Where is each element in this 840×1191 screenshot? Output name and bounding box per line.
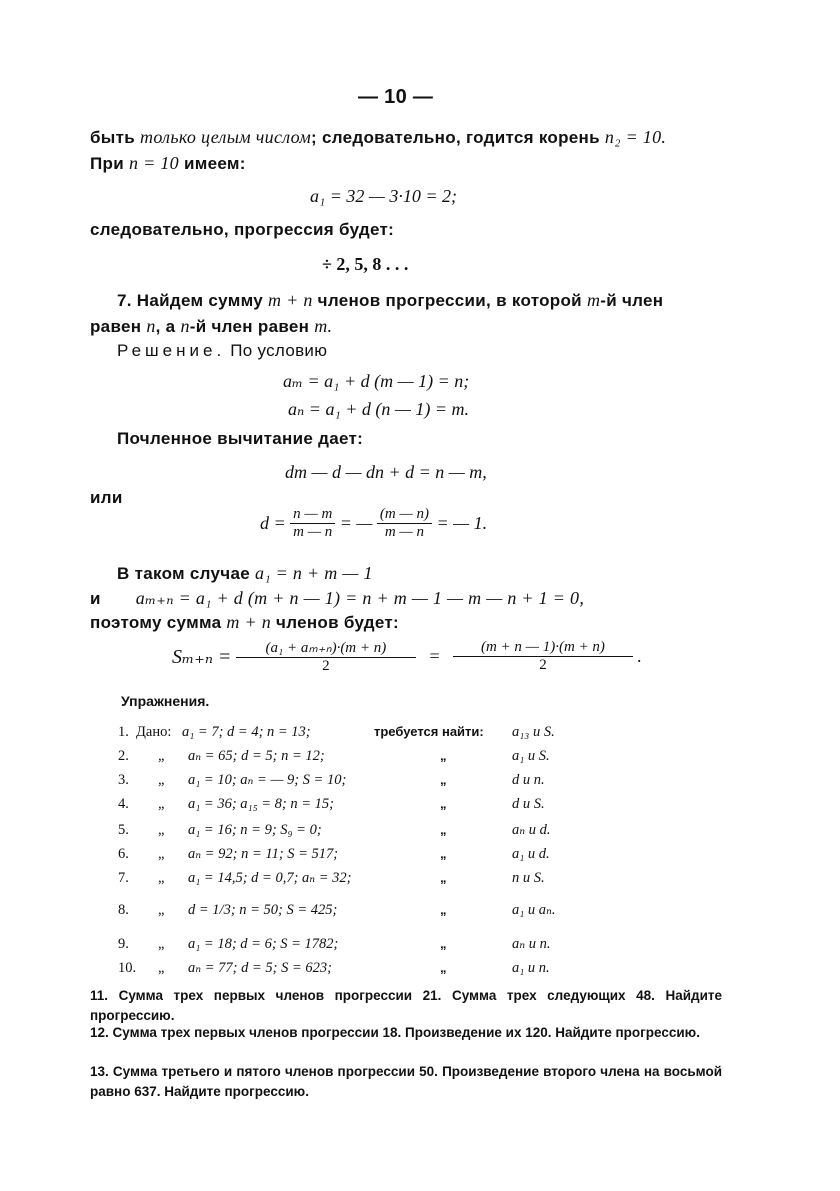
exercise-given: aₙ = 77; d = 5; S = 623; (188, 960, 332, 976)
exercise-requirement: „ (440, 870, 447, 885)
problem-text: равен (90, 317, 147, 336)
problem-formula: m (586, 290, 601, 310)
problem-12: 12. Сумма трех первых членов прогрессии 18. Произведение их 120. Найдите прогрессию. (90, 1025, 700, 1040)
sum-eq: = (428, 646, 441, 666)
fraction-numerator: (m — n) (377, 506, 432, 524)
exercise-number: 6. (118, 846, 129, 862)
therefore-text: членов будет: (271, 613, 399, 632)
problem-text: , а (155, 317, 181, 336)
problem-11: 11. Сумма трех первых членов прогрессии 21. Сумма трех следующих 48. Найдите прогрессию. (90, 988, 722, 1023)
sum-fraction-1 (236, 638, 416, 675)
page-number: — 10 — (358, 86, 434, 108)
equation-4 (260, 506, 487, 541)
problem-number: 7. (117, 291, 132, 310)
exercise-row (118, 748, 718, 770)
and-formula: aₘ₊ₙ = a₁ + d (m + n — 1) = n + m — 1 — m — n + 1 = 0, (135, 588, 585, 608)
problem-formula: n (180, 316, 190, 336)
solution-label: Решение. (117, 341, 226, 360)
exercise-row (118, 936, 718, 958)
intro-italic: только целым числом (140, 127, 312, 147)
problem-formula: m. (314, 316, 333, 336)
exercise-requirement: требуется найти: (374, 724, 484, 739)
fraction-2 (377, 506, 432, 541)
exercise-number: 8. (118, 902, 129, 918)
exercise-prefix: „ (158, 748, 165, 764)
equation-2: aₙ = a₁ + d (n — 1) = m. (288, 399, 469, 419)
exercise-prefix: „ (158, 870, 165, 886)
sum-end: . (637, 646, 642, 666)
exercise-find: a₁ и d. (512, 846, 550, 862)
intro-line-3: следовательно, прогрессия будет: (90, 220, 395, 239)
solution-text: По условию (225, 341, 328, 360)
exercise-given: a₁ = 18; d = 6; S = 1782; (188, 936, 339, 952)
and-line (90, 588, 584, 609)
subtract-text: Почленное вычитание дает: (117, 429, 364, 448)
problem-formula: m + n (268, 290, 313, 310)
exercise-requirement: „ (440, 822, 447, 837)
fraction-numerator: (a₁ + aₘ₊ₙ)·(m + n) (236, 638, 416, 658)
exercise-given: a₁ = 36; a₁₅ = 8; n = 15; (188, 796, 334, 812)
exercise-given: d = 1/3; n = 50; S = 425; (188, 902, 338, 918)
problem-13: 13. Сумма третьего и пятого членов прогрессии 50. Произведение второго члена на восьмой равно 637. Найдите прогрессию. (90, 1064, 722, 1099)
exercise-given: aₙ = 92; n = 11; S = 517; (188, 846, 339, 862)
exercise-row (118, 772, 718, 794)
exercise-number: 5. (118, 822, 129, 838)
problem-text: -й член равен (189, 317, 315, 336)
therefore-line (90, 612, 399, 633)
exercise-given: a₁ = 10; aₙ = — 9; S = 10; (188, 772, 347, 788)
formula-a1: a₁ = 32 — 3·10 = 2; (310, 186, 458, 206)
problem7-line-1 (117, 290, 663, 311)
intro-formula: n₂ = 10. (604, 127, 667, 147)
exercise-prefix: „ (158, 822, 165, 838)
exercise-prefix: „ (158, 846, 165, 862)
exercise-row (118, 822, 718, 844)
exercises-heading: Упражнения. (121, 693, 210, 709)
exercise-row (118, 846, 718, 868)
exercise-row (118, 960, 718, 982)
fraction-denominator: 2 (539, 657, 547, 673)
problem-text: Найдем сумму (131, 291, 268, 310)
exercise-prefix: „ (158, 936, 165, 952)
problem-text: -й член (600, 291, 664, 310)
exercise-number: 3. (118, 772, 129, 788)
therefore-text: поэтому сумма (90, 613, 227, 632)
fraction-numerator: (m + n — 1)·(m + n) (453, 639, 633, 657)
sum-formula (172, 638, 642, 675)
intro-text: быть (90, 128, 141, 147)
sum-lhs: Sₘ₊ₙ = (172, 646, 232, 668)
intro-formula: n = 10 (128, 153, 179, 173)
exercise-given: aₙ = 65; d = 5; n = 12; (188, 748, 325, 764)
intro-text: При (90, 154, 129, 173)
exercise-number: 2. (118, 748, 129, 764)
exercise-given: a₁ = 16; n = 9; S₉ = 0; (188, 822, 322, 838)
intro-line-1 (90, 127, 666, 148)
exercise-prefix: Дано: (136, 724, 172, 740)
case-formula: a₁ = n + m — 1 (255, 563, 373, 583)
case-text: В таком случае (117, 564, 256, 583)
exercise-find: d и S. (512, 796, 545, 812)
exercise-requirement: „ (440, 748, 447, 763)
exercise-prefix: „ (158, 772, 165, 788)
exercise-requirement: „ (440, 796, 447, 811)
exercise-requirement: „ (440, 902, 447, 917)
problem-text: членов прогрессии, в которой (312, 291, 587, 310)
eq4-mid: = — (339, 513, 373, 533)
intro-text: ; следовательно, годится корень (311, 128, 605, 147)
exercise-given: a₁ = 7; d = 4; n = 13; (182, 724, 311, 740)
equation-1: aₘ = a₁ + d (m — 1) = n; (283, 371, 470, 391)
problem7-line-2 (90, 316, 332, 337)
problem-formula: n (146, 316, 156, 336)
exercise-find: d и n. (512, 772, 545, 788)
exercise-requirement: „ (440, 772, 447, 787)
exercise-find: a₁ и n. (512, 960, 550, 976)
intro-text: имеем: (178, 154, 246, 173)
fraction-numerator: n — m (290, 506, 335, 524)
fraction-denominator: m — n (293, 524, 333, 540)
exercise-find: aₙ и n. (512, 936, 551, 952)
exercise-number: 10. (118, 960, 137, 976)
progression: ÷ 2, 5, 8 . . . (322, 254, 409, 274)
exercise-number: 9. (118, 936, 129, 952)
exercise-requirement: „ (440, 936, 447, 951)
exercise-find: n и S. (512, 870, 545, 886)
exercise-given: a₁ = 14,5; d = 0,7; aₙ = 32; (188, 870, 352, 886)
exercise-row (118, 796, 718, 818)
equation-3: dm — d — dn + d = n — m, (285, 462, 487, 482)
fraction-denominator: m — n (384, 524, 425, 540)
exercise-number: 4. (118, 796, 129, 812)
exercise-number: 1. (118, 724, 129, 740)
eq4-end: = — 1. (436, 513, 488, 533)
exercise-requirement: „ (440, 960, 447, 975)
exercise-find: a₁ и aₙ. (512, 902, 556, 918)
or-text: или (90, 488, 123, 507)
therefore-formula: m + n (226, 612, 272, 632)
exercise-prefix: „ (158, 796, 165, 812)
exercise-find: a₁ и S. (512, 748, 550, 764)
eq4-lhs: d = (260, 513, 286, 533)
and-text: и (90, 589, 101, 608)
exercise-row (118, 870, 718, 892)
exercise-row (118, 902, 718, 924)
exercise-number: 7. (118, 870, 129, 886)
exercise-prefix: „ (158, 960, 165, 976)
exercise-find: a₁₃ и S. (512, 724, 555, 740)
exercise-requirement: „ (440, 846, 447, 861)
solution-line (117, 341, 327, 361)
exercise-row (118, 724, 718, 746)
fraction-denominator: 2 (322, 658, 330, 674)
exercise-find: aₙ и d. (512, 822, 551, 838)
fraction-1 (290, 506, 335, 541)
sum-fraction-2 (453, 639, 633, 674)
exercise-prefix: „ (158, 902, 165, 918)
case-line (117, 563, 373, 584)
intro-line-2 (90, 153, 246, 174)
